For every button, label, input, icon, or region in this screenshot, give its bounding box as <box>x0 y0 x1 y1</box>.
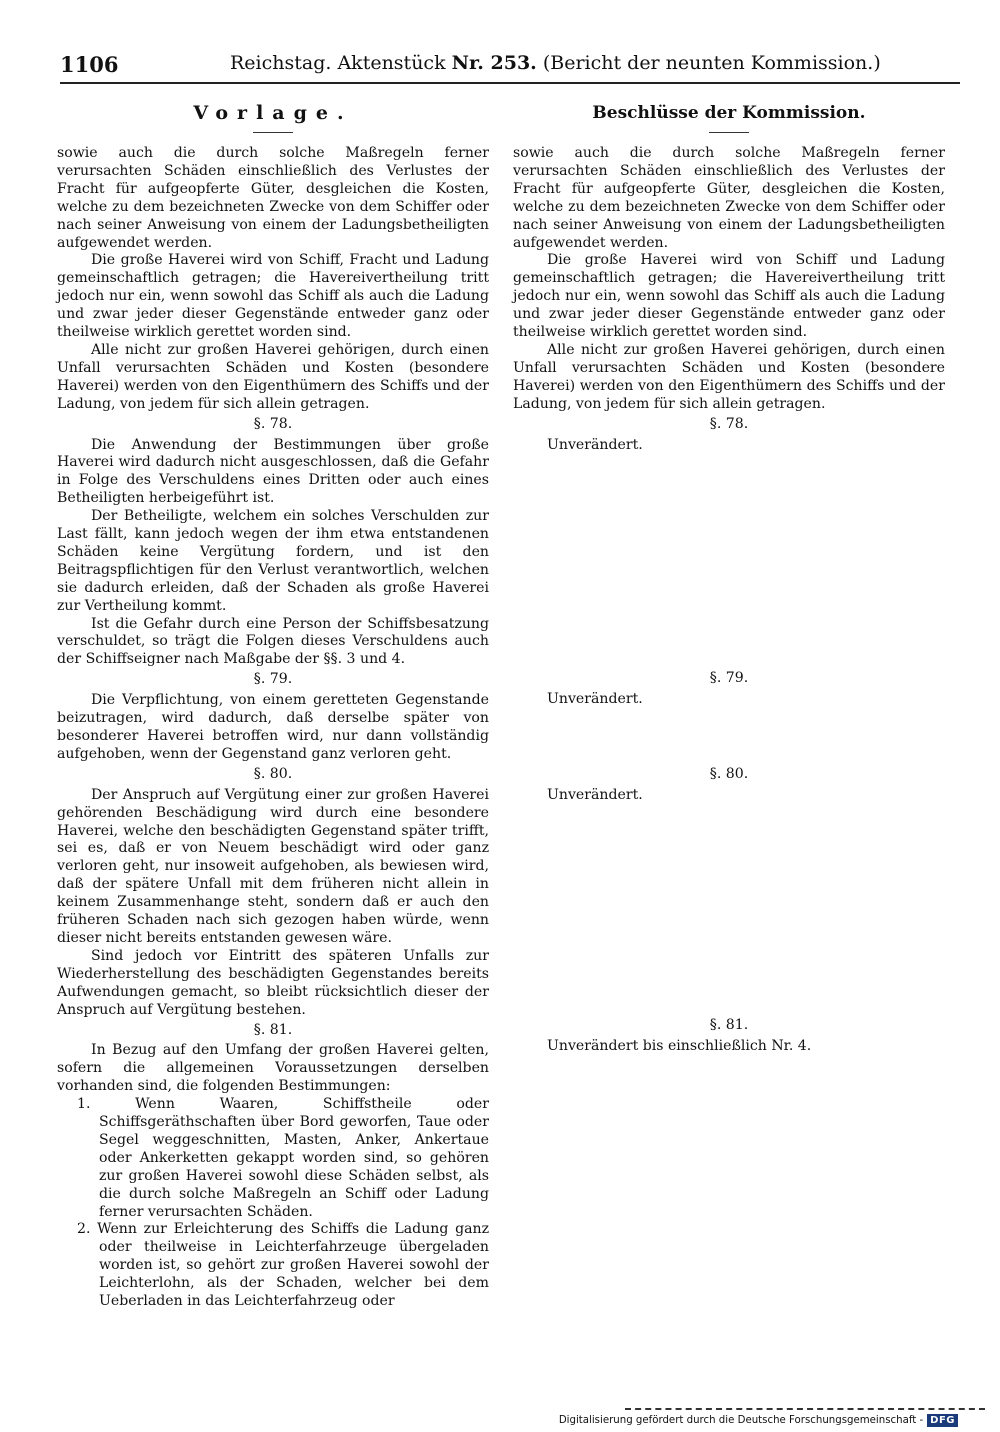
unchanged-note: Unverändert. <box>547 436 643 453</box>
page-header <box>60 50 960 82</box>
section-heading-79: §. 79. <box>253 671 293 688</box>
paragraph: Alle nicht zur großen Haverei gehörigen, durch einen Unfall verursachten Schäden und Kosten (besondere Haverei) werden von den Eigenthümern des Schiffs und der Ladung, von jedem für sich allein getragen. <box>57 341 489 412</box>
section-heading-80: §. 80. <box>253 765 293 782</box>
paragraph: Alle nicht zur großen Haverei gehörigen, durch einen Unfall verursachten Schäden und Kosten (besondere Haverei) werden von den Eigenthümern des Schiffs und der Ladung, von jedem für sich allein getragen. <box>513 341 945 412</box>
section-heading-78: §. 78. <box>253 415 293 432</box>
section-heading-81: §. 81. <box>253 1021 293 1038</box>
running-head-subtitle: (Bericht der neunten Kommission.) <box>536 52 881 74</box>
paragraph: Ist die Gefahr durch eine Person der Schiffsbesatzung verschuldet, so trägt die Folgen dieses Verschuldens auch der Schiffseigner nach Maßgabe der §§. 3 und 4. <box>57 615 489 668</box>
dfg-logo: DFG <box>927 1414 958 1427</box>
paragraph: Der Betheiligte, welchem ein solches Verschulden zur Last fällt, kann jedoch wegen der ihm etwa entstandenen Schäden keine Vergütung fordern, und ist den Beitragspflichtigen für den Verlust verantwortlich, welchen sie dadurch erleiden, daß der Schaden als große Haverei zur Vertheilung kommt. <box>57 508 489 614</box>
title-divider <box>709 132 749 133</box>
footer-divider <box>625 1408 985 1411</box>
running-head-act-number: Nr. 253. <box>451 52 537 74</box>
column-title-vorlage: Vorlage. <box>193 102 353 124</box>
paragraph: Die große Haverei wird von Schiff, Fracht und Ladung gemeinschaftlich getragen; die Havereivertheilung tritt jedoch nur ein, wenn sowohl das Schiff als auch die Ladung und zwar jeder dieser Gegenstände entweder ganz oder theilweise wirklich gerettet worden sind. <box>57 252 489 341</box>
unchanged-note: Unverändert. <box>547 691 643 708</box>
footer <box>559 1414 958 1427</box>
section-heading-79: §. 79. <box>709 670 749 687</box>
list-item: 2. Wenn zur Erleichterung des Schiffs die Ladung ganz oder theilweise in Leichterfahrzeuge übergeladen worden ist, so gehört zur großen Haverei sowohl der Leichterlohn, als der Schaden, welcher bei dem Ueberladen in das Leichterfahrzeug oder <box>77 1221 489 1310</box>
column-title-beschluesse: Beschlüsse der Kommission. <box>592 103 866 123</box>
unchanged-note: Unverändert. <box>547 787 643 804</box>
list-item: 1. Wenn Waaren, Schiffstheile oder Schiffsgeräthschaften über Bord geworfen, Taue oder Segel weggeschnitten, Masten, Anker, Ankertaue oder Ankerketten gekappt worden sind, so gehören zur großen Haverei sowohl diese Schäden selbst, als die durch solche Maßregeln an Schiff oder Ladung ferner verursachten Schäden. <box>77 1096 489 1220</box>
running-head <box>230 52 881 74</box>
section-heading-78: §. 78. <box>709 415 749 432</box>
column-beschluesse <box>513 98 945 1056</box>
header-rule <box>60 82 960 84</box>
paragraph: Die Verpflichtung, von einem geretteten Gegenstande beizutragen, wird dadurch, daß derselbe später von besonderer Haverei betroffen wird, nur dann vollständig aufgehoben, wenn der Gegenstand ganz verloren geht. <box>57 692 489 762</box>
paragraph: Der Anspruch auf Vergütung einer zur großen Haverei gehörenden Beschädigung wird durch eine besondere Haverei, welche den beschädigten Gegenstand später trifft, sei es, daß er von Neuem beschädigt wird oder ganz verloren geht, nur insoweit aufgehoben, als bewiesen wird, daß der spätere Unfall mit dem früheren nicht allein in keinem Zusammenhange steht, sondern daß er auch den früheren Schaden nach sich gezogen haben würde, wenn dieser nicht bereits entstanden gewesen wäre. <box>57 786 489 946</box>
unchanged-note: Unverändert bis einschließlich Nr. 4. <box>547 1037 812 1054</box>
footer-credit: Digitalisierung gefördert durch die Deutsche Forschungsgemeinschaft - <box>558 1415 924 1426</box>
paragraph: sowie auch die durch solche Maßregeln ferner verursachten Schäden einschließlich des Verlustes der Fracht für aufgeopferte Güter, desgleichen die Kosten, welche zu dem bezeichneten Zwecke von dem Schiffer oder nach seiner Anweisung von einem der Ladungsbetheiligten aufgewendet werden. <box>513 145 945 251</box>
title-divider <box>253 132 293 133</box>
running-head-title: Reichstag. Aktenstück <box>230 52 452 74</box>
page-number: 1106 <box>60 52 119 77</box>
paragraph: sowie auch die durch solche Maßregeln ferner verursachten Schäden einschließlich des Verlustes der Fracht für aufgeopferte Güter, desgleichen die Kosten, welche zu dem bezeichneten Zwecke von dem Schiffer oder nach seiner Anweisung von einem der Ladungsbetheiligten aufgewendet werden. <box>57 145 489 251</box>
paragraph: Sind jedoch vor Eintritt des späteren Unfalls zur Wiederherstellung des beschädigten Gegenstandes bereits Aufwendungen gemacht, so bleibt rücksichtlich dieser der Anspruch auf Vergütung bestehen. <box>57 947 489 1018</box>
paragraph: Die große Haverei wird von Schiff und Ladung gemeinschaftlich getragen; die Havereivertheilung tritt jedoch nur ein, wenn sowohl das Schiff als auch die Ladung und zwar jeder dieser Gegenstände entweder ganz oder theilweise wirklich gerettet worden sind. <box>513 252 945 341</box>
section-heading-80: §. 80. <box>709 766 749 783</box>
column-vorlage <box>57 98 489 1311</box>
paragraph: Die Anwendung der Bestimmungen über große Haverei wird dadurch nicht ausgeschlossen, daß die Gefahr in Folge des Verschuldens eines Dritten oder auch eines Betheiligten herbeigeführt ist. <box>57 436 489 507</box>
paragraph: In Bezug auf den Umfang der großen Haverei gelten, sofern die allgemeinen Voraussetzungen derselben vorhanden sind, die folgenden Bestimmungen: <box>57 1042 489 1095</box>
section-heading-81: §. 81. <box>709 1017 749 1034</box>
